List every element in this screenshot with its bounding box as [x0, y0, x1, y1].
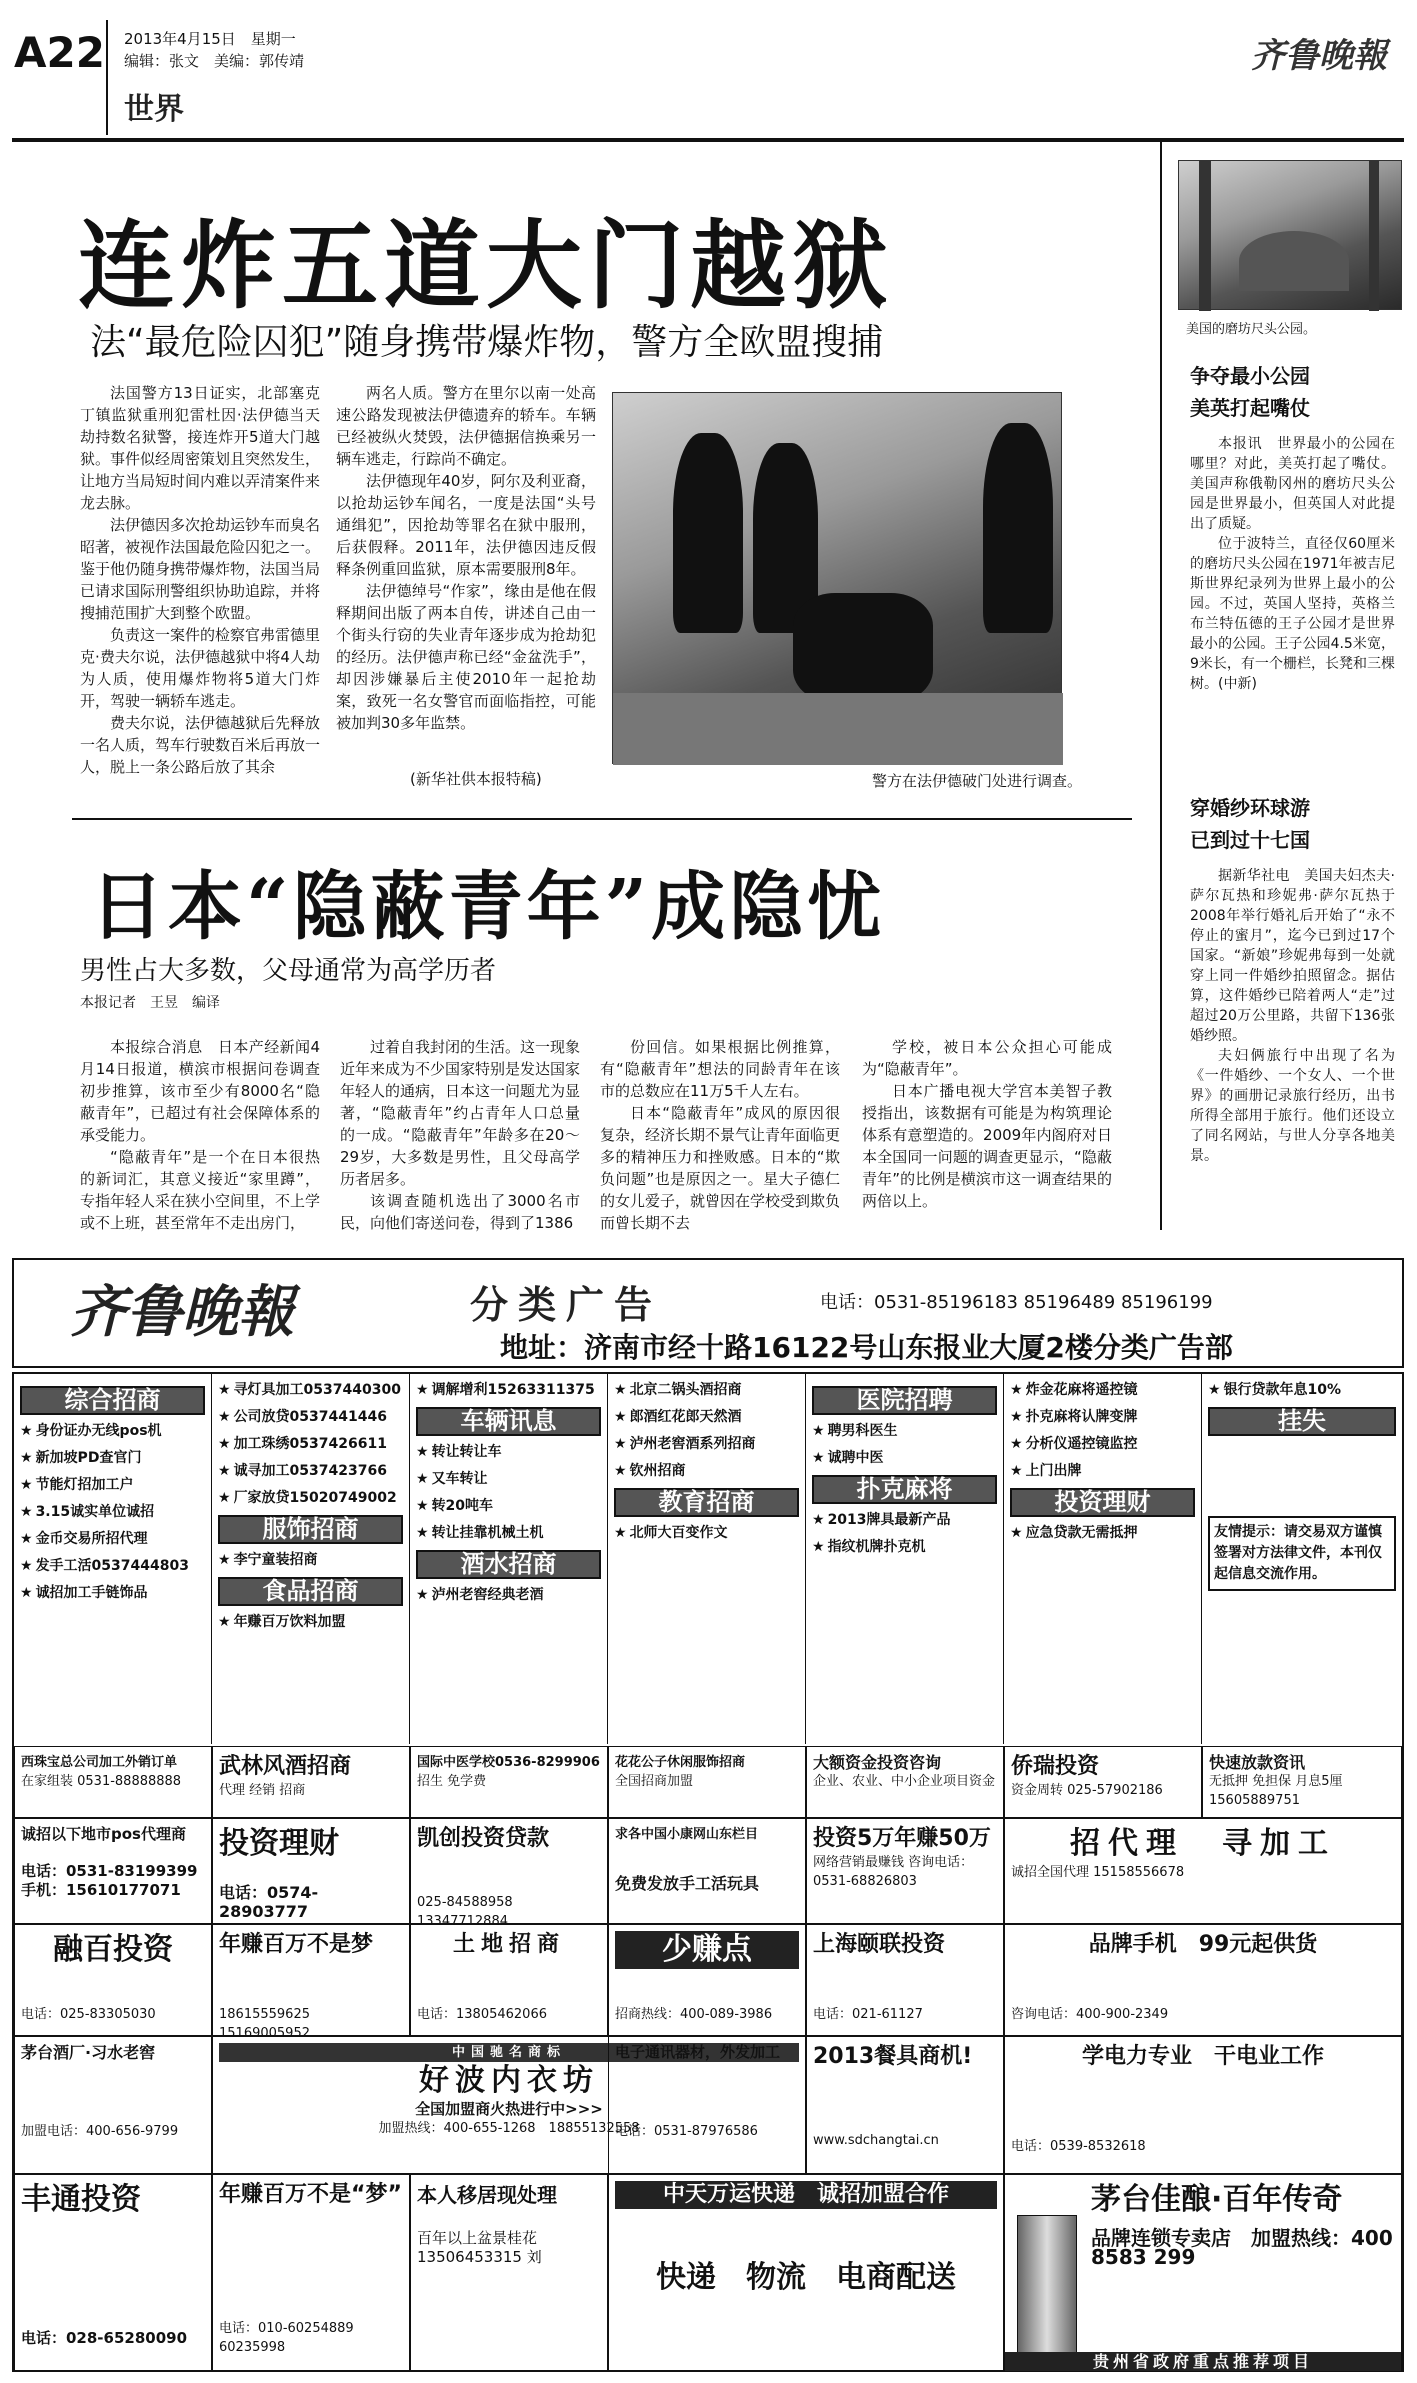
ad-column-3 — [410, 1372, 608, 1744]
story-divider — [72, 818, 1132, 820]
ad-box: 快速放款资讯 无抵押 免担保 月息5厘 15605889751 — [1202, 1746, 1402, 1818]
ad-item: ★ 2013牌具最新产品 — [812, 1512, 951, 1528]
ad-box: 国际中医学校0536-8299906 招生 免学费 — [410, 1746, 608, 1818]
ad-category: 酒水招商 — [416, 1550, 601, 1579]
story2-column-1: 本报综合消息 日本产经新闻4月14日报道，横滨市根据问卷调查初步推算，该市至少有8000名“隐蔽青年”，已超过有社会保障体系的承受能力。 “隐蔽青年”是一个在日本很热的新词汇，其意义接近“家里蹲”，专指年轻人采在狭小空间里，不上学或不上班，甚至常年不走出房门， — [80, 1038, 321, 1232]
header-divider — [106, 20, 108, 135]
story2-subhead: 男性占大多数，父母通常为高学历者 — [80, 956, 497, 986]
sidebar-b-body: 据新华社电 美国夫妇杰夫·萨尔瓦热和珍妮弗·萨尔瓦热于2008年举行婚礼后开始了“永不停止的蜜月”，迄今已到过17个国家。“新娘”珍妮弗每到一处就穿上同一件婚纱拍照留念。据估算，这件婚纱已陪着两人“走”过超过20万公里路，共留下136张婚纱照。 夫妇俩旅行中出现了名为《一件婚纱、一个女人、一个世界》的画册记录旅行经历，出书所得全部用于旅行。他们还设立了同名网站，与世人分享各地美景。 — [1190, 868, 1395, 1164]
ad-item: ★ 扑克麻将认牌变牌 — [1010, 1409, 1138, 1425]
ad-item: ★ 调解增利15263311375 — [416, 1382, 595, 1398]
ad-box: 花花公子休闲服饰招商 全国招商加盟 — [608, 1746, 806, 1818]
ad-category: 投资理财 — [1010, 1488, 1195, 1517]
story1-subhead: 法“最危险囚犯”随身携带爆炸物，警方全欧盟搜捕 — [90, 322, 884, 363]
liquor-bottle-image — [1017, 2215, 1077, 2365]
sidebar-a-headline-1: 争夺最小公园 — [1190, 364, 1310, 388]
ad-item: ★ 转让转让车 — [416, 1444, 502, 1460]
ad-item: ★ 节能灯招加工户 — [20, 1477, 134, 1493]
story1-column-1: 法国警方13日证实，北部塞克丁镇监狱重刑犯雷杜因·法伊德当天劫持数名狱警，接连炸开5道大门越狱。事件似经周密策划且突然发生，让地方当局短时间内难以弄清案件来龙去脉。 法伊德因多次抢劫运钞车而臭名昭著，被视作法国最危险囚犯之一。鉴于他仍随身携带爆炸物，法国当局已请求国际刑警组织协助追踪，并将搜捕范围扩大到整个欧盟。 负责这一案件的检察官弗雷德里克·费夫尔说，法伊德越狱中将4人劫为人质，使用爆炸物将5道大门炸开，驾驶一辆轿车逃走。 费夫尔说，法伊德越狱后先释放一名人质，驾车行驶数百米后再放一人，脱上一条公路后放了其余 — [80, 384, 321, 776]
ad-item: ★ 聘男科医生 — [812, 1423, 898, 1439]
classified-phone: 电话：0531-85196183 85196489 85196199 — [820, 1292, 1213, 1313]
ad-item: ★ 新加坡PD查官门 — [20, 1450, 142, 1466]
ad-item: ★ 转20吨车 — [416, 1498, 494, 1514]
ad-item: ★ 诚寻加工0537423766 — [218, 1463, 387, 1479]
ad-notice: 友情提示：请交易双方谨慎签署对方法律文件，本刊仅起信息交流作用。 — [1208, 1516, 1396, 1591]
sidebar-photo-caption: 美国的磨坊尺头公园。 — [1186, 322, 1317, 337]
ad-box: 2013餐具商机! www.sdchangtai.cn — [806, 2036, 1004, 2174]
story1-photo-caption: 警方在法伊德破门处进行调查。 — [872, 772, 1083, 790]
ad-item: ★ 炸金花麻将遥控镜 — [1010, 1382, 1138, 1398]
ad-box: 招代理 寻加工 诚招全国代理 15158556678 — [1004, 1818, 1402, 1924]
story2-byline: 本报记者 王昱 编译 — [80, 995, 220, 1011]
ad-box: 茅台佳酿·百年传奇 品牌连锁专卖店 加盟热线：400 8583 299 贵州省政府重点推荐项目 — [1004, 2174, 1402, 2372]
ad-box: 年赚百万不是“梦” 电话：010-60254889 60235998 — [212, 2174, 410, 2372]
ad-item: ★ 又车转让 — [416, 1471, 488, 1487]
ad-item: ★ 郎酒红花郎天然酒 — [614, 1409, 742, 1425]
ad-item: ★ 身份证办无线pos机 — [20, 1423, 162, 1439]
ad-item: ★ 上门出牌 — [1010, 1463, 1082, 1479]
ad-item: ★ 银行贷款年息10% — [1208, 1382, 1342, 1398]
ad-item: ★ 年赚百万饮料加盟 — [218, 1614, 346, 1630]
sub-slogan: 全国加盟商火热进行中>>> — [415, 2100, 603, 2118]
ad-box: 茅台酒厂·习水老窖 加盟电话：400-656-9799 — [14, 2036, 212, 2174]
ad-item: ★ 北京二锅头酒招商 — [614, 1382, 742, 1398]
recommend-line: 贵州省政府重点推荐项目 — [1005, 2352, 1401, 2371]
newspaper-logo: 齐鲁晚報 — [1251, 36, 1387, 76]
ad-category: 扑克麻将 — [812, 1475, 997, 1504]
ad-item: ★ 公司放贷0537441446 — [218, 1409, 387, 1425]
sidebar-story-a — [1190, 360, 1395, 694]
ad-box: 武林风酒招商 代理 经销 招商 — [212, 1746, 410, 1818]
ad-column-5 — [806, 1372, 1004, 1744]
ad-item: ★ 诚聘中医 — [812, 1450, 884, 1466]
ad-category: 食品招商 — [218, 1577, 403, 1606]
ad-category: 医院招聘 — [812, 1386, 997, 1415]
ad-category: 服饰招商 — [218, 1515, 403, 1544]
ad-box: 诚招以下地市pos代理商 电话：0531-83199399 手机：15610177071 — [14, 1818, 212, 1924]
ad-item: ★ 分析仪遥控镜监控 — [1010, 1436, 1138, 1452]
sidebar-a-body: 本报讯 世界最小的公园在哪里？对此，美英打起了嘴仗。美国声称俄勒冈州的磨坊尺头公园是世界最小，但英国人对此提出了质疑。 位于波特兰，直径仅60厘米的磨坊尺头公园在1971年被吉尼斯世界纪录列为世界上最小的公园。不过，英国人坚持，英格兰布兰特伍德的王子公园才是世界最小的公园。王子公园4.5米宽，9米长，有一个栅栏，长凳和三棵树。(中新) — [1190, 436, 1395, 692]
ad-item: ★ 北师大百变作文 — [614, 1525, 728, 1541]
ad-box: 西珠宝总公司加工外销订单 在家组装 0531-88888888 — [14, 1746, 212, 1818]
section-title: 世界 — [124, 92, 184, 127]
ad-column-7 — [1202, 1372, 1402, 1744]
classified-address: 地址：济南市经十路16122号山东报业大厦2楼分类广告部 — [500, 1331, 1233, 1364]
ad-box: 本人移居现处理 百年以上盆景桂花 13506453315 刘 — [410, 2174, 608, 2372]
ad-box: 电子通讯器材，外发加工 电话：0531-87976586 — [608, 2036, 806, 2174]
ad-item: ★ 转让挂靠机械土机 — [416, 1525, 544, 1541]
sidebar-b-headline-2: 已到过十七国 — [1190, 828, 1310, 852]
editor-line: 编辑：张文 美编：郭传靖 — [124, 52, 305, 70]
story2-column-2: 过着自我封闭的生活。这一现象近年来成为不少国家特别是发达国家年轻人的通病，日本这一问题尤为显著，“隐蔽青年”约占青年人口总量的一成。“隐蔽青年”年龄多在20～29岁，大多数是男性，且父母高学历者居多。 该调查随机选出了3000名市民，向他们寄送问卷，得到了1386 — [340, 1038, 581, 1232]
ad-item: ★ 诚招加工手链饰品 — [20, 1585, 148, 1601]
story1-headline: 连炸五道大门越狱 — [78, 209, 894, 322]
ad-item: ★ 3.15诚实单位诚招 — [20, 1504, 155, 1520]
date-line: 2013年4月15日 星期一 — [124, 30, 296, 48]
story2-column-3: 份回信。如果根据比例推算，有“隐蔽青年”想法的同龄青年在该市的总数应在11万5千人左右。 日本“隐蔽青年”成风的原因很复杂，经济长期不景气让青年面临更多的精神压力和挫败感。日本的“欺负问题”也是原因之一。星大子德仁的女儿爱子，就曾因在学校受到欺负而曾长期不去 — [600, 1038, 841, 1232]
classified-brand: 齐鲁晚報 — [70, 1279, 294, 1345]
ad-box: 上海颐联投资 电话：021-61127 — [806, 1924, 1004, 2036]
ad-column-1 — [14, 1372, 212, 1744]
ad-box: 年赚百万不是梦 18615559625 15169005952 — [212, 1924, 410, 2036]
ad-box: 学电力专业 干电业工作 电话：0539-8532618 — [1004, 2036, 1402, 2174]
ad-category: 教育招商 — [614, 1488, 799, 1517]
sub-banner: 中国驰名商标 — [219, 2043, 799, 2062]
ad-item: ★ 钦州招商 — [614, 1463, 686, 1479]
ad-item: ★ 指纹机牌扑克机 — [812, 1539, 926, 1555]
ad-item: ★ 寻灯具加工0537440300 — [218, 1382, 401, 1398]
ad-item: ★ 泸州老窖经典老酒 — [416, 1587, 544, 1603]
ad-item: ★ 应急贷款无需抵押 — [1010, 1525, 1138, 1541]
ad-box: 丰通投资 电话：028-65280090 — [14, 2174, 212, 2372]
ad-column-4 — [608, 1372, 806, 1744]
ad-box: 土地招商 电话：13805462066 — [410, 1924, 608, 2036]
ad-item: ★ 李宁童装招商 — [218, 1552, 318, 1568]
page-number: A22 — [14, 28, 105, 77]
story1-column-2: 两名人质。警方在里尔以南一处高速公路发现被法伊德遗弃的轿车。车辆已经被纵火焚毁，法伊德据信换乘另一辆车逃走，行踪尚不确定。 法伊德现年40岁，阿尔及利亚裔，以抢劫运钞车闻名，一度是法国“头号通缉犯”，因抢劫等罪名在狱中服刑，后获假释。2011年，法伊德因违反假释条例重回监狱，原本需要服刑8年。 法伊德绰号“作家”，缘由是他在假释期间出版了两本自传，讲述自己由一个街头行窃的失业青年逐步成为抢劫犯的经历。法伊德声称已经“金盆洗手”，却因涉嫌暴后主使2010年一起抢劫案，致死一名女警官而面临指控，可能被加判30多年监禁。 — [336, 384, 596, 732]
sidebar-story-b — [1190, 792, 1395, 1196]
ad-box: 融百投资 电话：025-83305030 — [14, 1924, 212, 2036]
sidebar-b-headline-1: 穿婚纱环球游 — [1190, 796, 1310, 820]
ad-category: 综合招商 — [20, 1386, 205, 1415]
ad-box: 大额资金投资咨询 企业、农业、中小企业项目资金 — [806, 1746, 1004, 1818]
ad-box: 品牌手机 99元起供货 咨询电话：400-900-2349 — [1004, 1924, 1402, 2036]
ad-box: 投资5万年赚50万 网络营销最赚钱 咨询电话：0531-68826803 — [806, 1818, 1004, 1924]
ad-column-6 — [1004, 1372, 1202, 1744]
ad-box: 中国驰名商标 好波内衣坊 全国加盟商火热进行中>>> 加盟热线：400-655-1268 18855132558 — [212, 2036, 806, 2174]
header-meta — [124, 28, 304, 72]
ad-box: 求各中国小康网山东栏目 免费发放手工活玩具 — [608, 1818, 806, 1924]
ad-item: ★ 厂家放贷15020749002 — [218, 1490, 397, 1506]
ad-column-2 — [212, 1372, 410, 1744]
ad-box: 中天万运快递 诚招加盟合作 快递 物流 电商配送 — [608, 2174, 1004, 2372]
story2-column-4: 学校，被日本公众担心可能成为“隐蔽青年”。 日本广播电视大学宫本美智子教授指出，该数据有可能是为构筑理论体系有意塑造的。2009年内阁府对日本全国同一问题的调查更显示，“隐蔽青年”的比例是横滨市这一调查结果的两倍以上。 — [862, 1038, 1112, 1210]
ad-category: 车辆讯息 — [416, 1407, 601, 1436]
ad-box: 凯创投资贷款 025-84588958 13347712884 — [410, 1818, 608, 1924]
ad-box: 少赚点 招商热线：400-089-3986 — [608, 1924, 806, 2036]
ad-item: ★ 泸州老窖酒系列招商 — [614, 1436, 756, 1452]
ad-box: 侨瑞投资 资金周转 025-57902186 — [1004, 1746, 1202, 1818]
story1-photo — [612, 392, 1062, 764]
ad-item: ★ 金币交易所招代理 — [20, 1531, 148, 1547]
ad-item: ★ 加工珠绣0537426611 — [218, 1436, 387, 1452]
ad-box: 投资理财 电话：0574-28903777 — [212, 1818, 410, 1924]
sidebar-photo — [1178, 160, 1402, 310]
classified-category-title: 分类广告 — [470, 1282, 663, 1327]
story1-credit: (新华社供本报特稿) — [410, 770, 542, 788]
sidebar-a-headline-2: 美英打起嘴仗 — [1190, 396, 1310, 420]
ad-category: 挂失 — [1208, 1407, 1396, 1436]
story2-headline: 日本“隐蔽青年”成隐忧 — [90, 864, 886, 950]
ad-item: ★ 发手工活0537444803 — [20, 1558, 189, 1574]
